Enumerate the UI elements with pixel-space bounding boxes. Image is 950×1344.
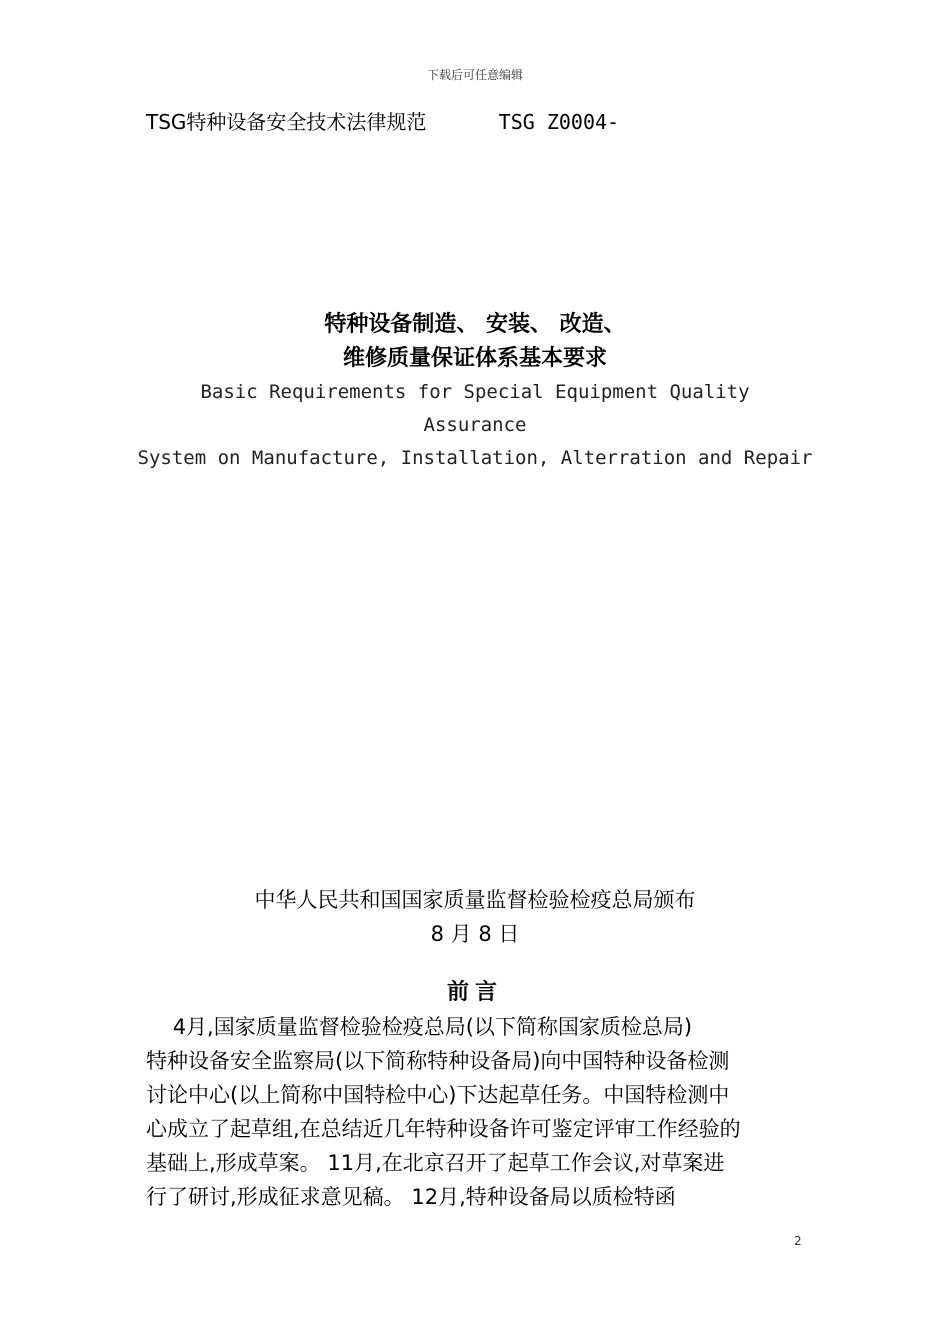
title-cn-line1: 特种设备制造、 安装、 改造、 — [324, 312, 626, 337]
title-en-line2: System on Manufacture, Installation, Alterration and Repair — [137, 447, 813, 469]
regulation-title: TSG特种设备安全技术法律规范 — [146, 110, 427, 134]
document-title-block — [0, 308, 950, 475]
title-en-line1: Basic Requirements for Special Equipment Quality Assurance — [200, 381, 750, 436]
preface-line: 行了研讨,形成征求意见稿。 12月,特种设备局以质检特函 — [146, 1185, 676, 1209]
title-cn-line2: 维修质量保证体系基本要求 — [342, 346, 607, 371]
preface-line: 4月,国家质量监督检验检疫总局(以下简称国家质检总局) — [146, 1015, 693, 1039]
publish-date: 8 月 8 日 — [430, 922, 520, 946]
preface-line: 讨论中心(以上简称中国特检中心)下达起草任务。中国特检测中 — [146, 1083, 730, 1107]
preface-line: 特种设备安全监察局(以下简称特种设备局)向中国特种设备检测 — [146, 1049, 730, 1073]
regulation-line — [146, 106, 619, 135]
regulation-code: TSG Z0004- — [498, 110, 620, 134]
header-note: 下载后可任意编辑 — [426, 68, 523, 82]
preface-body — [146, 1010, 808, 1214]
preface-heading: 前言 — [446, 980, 503, 1005]
preface-line: 心成立了起草组,在总结近几年特种设备许可鉴定评审工作经验的 — [146, 1117, 741, 1141]
page-number: 2 — [794, 1234, 802, 1248]
preface-line: 基础上,形成草案。 11月,在北京召开了起草工作会议,对草案进 — [146, 1151, 725, 1175]
publisher: 中华人民共和国国家质量监督检验检疫总局颁布 — [254, 888, 696, 912]
